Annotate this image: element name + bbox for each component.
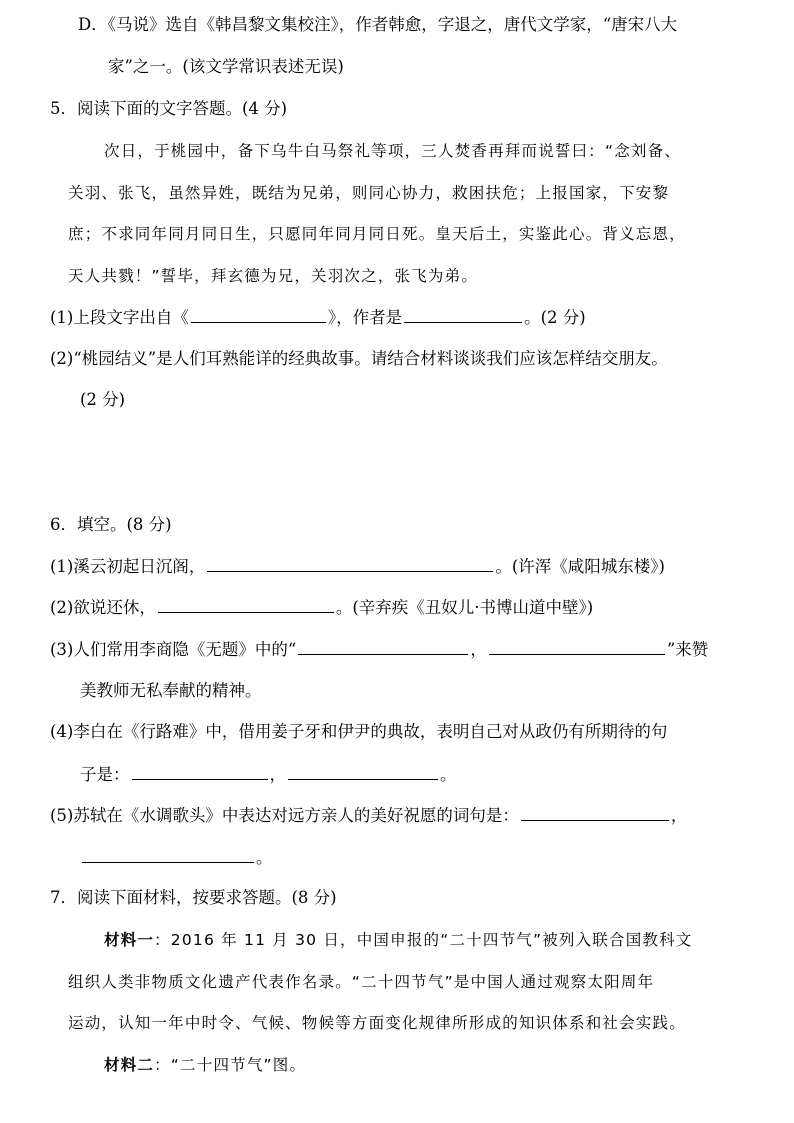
q6-item4-comma: ，	[269, 765, 286, 784]
answer-blank-q6-2[interactable]	[158, 596, 334, 613]
q6-item3-line1	[50, 638, 708, 661]
answer-blank-q6-1[interactable]	[207, 555, 493, 572]
answer-blank-q6-5a[interactable]	[521, 804, 669, 821]
q5-sub1-prompt: (1)上段文字出自《	[50, 308, 189, 327]
q7-material2-line	[104, 1054, 306, 1076]
answer-blank-author[interactable]	[404, 306, 522, 323]
q6-item5-comma: ，	[670, 806, 688, 825]
q6-item1-source: 。(许浑《咸阳城东楼》)	[495, 557, 665, 576]
answer-blank-q6-4b[interactable]	[288, 763, 438, 780]
q6-item2-source: 。(辛弃疾《丑奴儿·书博山道中壁》)	[335, 598, 594, 617]
q6-item5-line1	[50, 804, 687, 827]
q6-item2-prompt: (2)欲说还休，	[50, 598, 156, 617]
q7-material1-text1: ：2016 年 11 月 30 日，中国申报的“二十四节气”被列入联合国教科文	[154, 931, 693, 949]
q7-material1-line1	[104, 929, 693, 951]
q5-sub1-end: 。(2 分)	[524, 308, 586, 327]
q5-heading: 5．阅读下面的文字答题。(4 分)	[50, 99, 288, 118]
q6-item3-prompt: (3)人们常用李商隐《无题》中的“	[50, 640, 297, 659]
q5-passage-line3: 庶；不求同年同月同日生，只愿同年同月同日死。皇天后土，实鉴此心。背义忘恩，	[68, 225, 686, 243]
q7-material1-label: 材料一	[104, 931, 155, 949]
q7-material1-line3: 运动，认知一年中时令、气候、物候等方面变化规律所形成的知识体系和社会实践。	[68, 1014, 686, 1032]
q7-material2-text: ：“二十四节气”图。	[154, 1056, 307, 1074]
q6-item3-tail: ”来赞	[666, 640, 709, 659]
q6-item5-end: 。	[256, 848, 273, 867]
q7-heading: 7．阅读下面材料，按要求答题。(8 分)	[50, 888, 337, 907]
q7-material2-label: 材料二	[104, 1056, 155, 1074]
q6-item1	[50, 555, 665, 578]
q6-item3-line2: 美教师无私奉献的精神。	[80, 681, 262, 700]
q6-item4-end: 。	[440, 765, 457, 784]
q6-heading: 6．填空。(8 分)	[50, 515, 172, 534]
q4-option-d-line2: 家”之一。(该文学常识表述无误)	[108, 57, 344, 76]
q6-item5-prompt: (5)苏轼在《水调歌头》中表达对远方亲人的美好祝愿的词句是：	[50, 806, 519, 825]
q4-option-d-line1: D．《马说》选自《韩昌黎文集校注》，作者韩愈，字退之，唐代文学家，“唐宋八大	[78, 15, 678, 34]
q5-passage-line4: 天人共戮！”誓毕，拜玄德为兄，关羽次之，张飞为弟。	[68, 267, 479, 285]
q6-item4-line2	[80, 763, 457, 786]
q6-item4-line1: (4)李白在《行路难》中，借用姜子牙和伊尹的典故，表明自己对从政仍有所期待的句	[50, 722, 668, 741]
q5-sub2-line1: (2)“桃园结义”是人们耳熟能详的经典故事。请结合材料谈谈我们应该怎样结交朋友。	[50, 349, 668, 368]
q5-passage-line1: 次日，于桃园中，备下乌牛白马祭礼等项，三人焚香再拜而说誓曰：“念刘备、	[104, 142, 682, 160]
q6-item4-prompt: 子是：	[80, 765, 130, 784]
q6-item3-comma: ，	[470, 640, 487, 659]
q5-sub1-mid: 》，作者是	[327, 308, 403, 327]
q5-passage-line2: 关羽、张飞，虽然异姓，既结为兄弟，则同心协力，救困扶危；上报国家，下安黎	[68, 184, 670, 202]
answer-blank-q6-4a[interactable]	[132, 763, 268, 780]
q6-item1-prompt: (1)溪云初起日沉阁，	[50, 557, 206, 576]
answer-blank-q6-5b[interactable]	[82, 846, 254, 863]
q6-item2	[50, 596, 593, 619]
answer-blank-q6-3b[interactable]	[489, 638, 665, 655]
q7-material1-line2: 组织人类非物质文化遗产代表作名录。“二十四节气”是中国人通过观察太阳周年	[68, 973, 655, 991]
answer-blank-q6-3a[interactable]	[298, 638, 468, 655]
q5-sub2-line2: (2 分)	[80, 390, 126, 409]
q5-sub1	[50, 306, 586, 329]
answer-blank-source[interactable]	[191, 306, 326, 323]
q6-item5-line2	[80, 846, 273, 869]
